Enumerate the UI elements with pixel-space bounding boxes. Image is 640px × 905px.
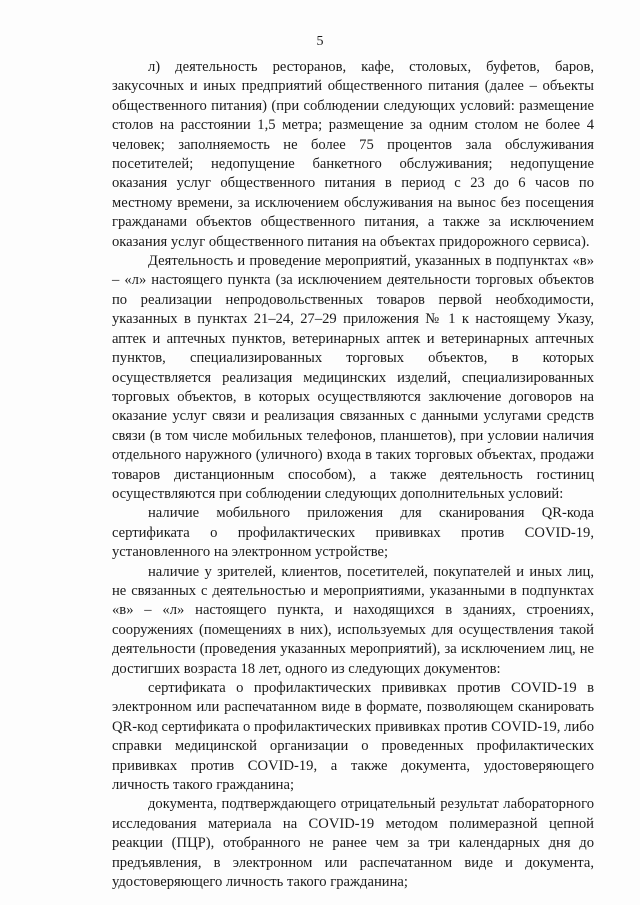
paragraph-additional-conditions: Деятельность и проведение мероприятий, указанных в подпунктах «в» – «л» настоящего пункта (за исключением деятельности торговых объектов по реализации непродовольственных товаров первой необходимости, указанных в пунктах 21–24, 27–29 приложения № 1 к настоящему Указу, аптек и аптечных пунктов, ветеринарных аптек и ветеринарных аптечных пунктов, специализированных торговых объектов, в которых осуществляется реализация медицинских изделий, специализированных торговых объектов, в которых осуществляются заключение договоров на оказание услуг связи и реализация связанных с данными услугами средств связи (в том числе мобильных телефонов, планшетов), при условии наличия отдельного наружного (уличного) входа в таких торговых объектах, продажи товаров дистанционным способом), а также деятельность гостиниц осуществляются при соблюдении следующих дополнительных условий: <box>112 253 594 502</box>
document-body <box>112 58 594 892</box>
paragraph-mobile-app: наличие мобильного приложения для сканирования QR-кода сертификата о профилактических прививках против COVID-19, установленного на электронном устройстве; <box>112 505 594 561</box>
paragraph-pcr-test: документа, подтверждающего отрицательный результат лабораторного исследования материала на COVID-19 методом полимеразной цепной реакции (ПЦР), отобранного не ранее чем за три календарных дня до предъявления, в электронном или распечатанном виде и документа, удостоверяющего личность такого гражданина; <box>112 796 594 891</box>
page-number: 5 <box>316 34 324 49</box>
paragraph-visitor-documents: наличие у зрителей, клиентов, посетителей, покупателей и иных лиц, не связанных с деятельностью и мероприятиями, указанными в подпунктах «в» – «л» настоящего пункта, и находящихся в зданиях, строениях, сооружениях (помещениях в них), используемых для осуществления такой деятельности (проведения указанных мероприятий), за исключением лиц, не достигших возраста 18 лет, одного из следующих документов: <box>112 563 594 677</box>
paragraph-item-l: л) деятельность ресторанов, кафе, столовых, буфетов, баров, закусочных и иных предприятий общественного питания (далее – объекты общественного питания) (при соблюдении следующих условий: размещение столов на расстоянии 1,5 метра; размещение за одним столом не более 4 человек; заполняемость не более 75 процентов зала обслуживания посетителей; недопущение банкетного обслуживания; недопущение оказания услуг общественного питания в период с 23 до 6 часов по местному времени, за исключением обслуживания на вынос без посещения гражданами объектов общественного питания, а также за исключением оказания услуг общественного питания на объектах придорожного сервиса). <box>112 59 594 250</box>
paragraph-vaccination-certificate: сертификата о профилактических прививках против COVID-19 в электронном или распечатанном виде в формате, позволяющем сканировать QR-код сертификата о профилактических прививках против COVID-19, либо справки медицинской организации о проведенных профилактических прививках против COVID-19, а также документа, удостоверяющего личность такого гражданина; <box>112 680 594 794</box>
